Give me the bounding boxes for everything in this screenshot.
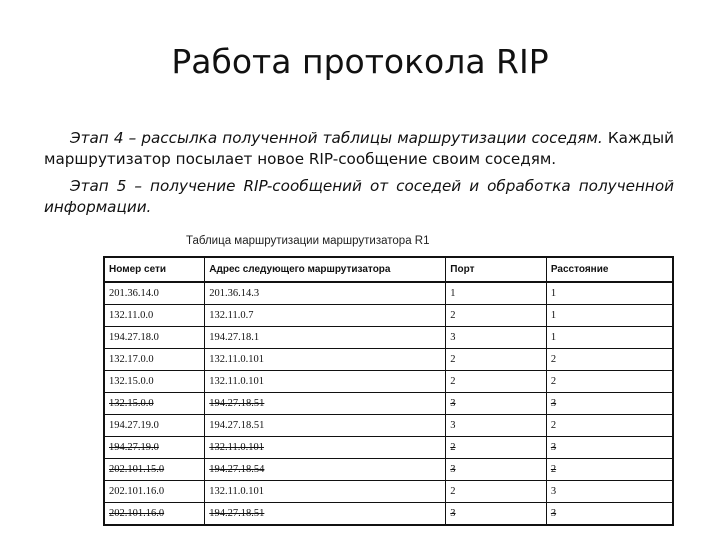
cell-distance: 2 bbox=[546, 459, 673, 481]
header-network: Номер сети bbox=[104, 257, 205, 282]
cell-next-hop: 132.11.0.101 bbox=[205, 371, 446, 393]
stage-4-body: Каждый маршрутизатор посылает новое RIP-сообщение своим соседям. bbox=[44, 129, 674, 168]
cell-network: 202.101.15.0 bbox=[104, 459, 205, 481]
cell-next-hop: 132.11.0.101 bbox=[205, 349, 446, 371]
cell-distance: 1 bbox=[546, 327, 673, 349]
table-row bbox=[104, 393, 673, 415]
cell-distance: 3 bbox=[546, 503, 673, 526]
cell-next-hop: 201.36.14.3 bbox=[205, 282, 446, 305]
cell-port: 2 bbox=[446, 481, 547, 503]
cell-port: 2 bbox=[446, 371, 547, 393]
cell-next-hop: 194.27.18.1 bbox=[205, 327, 446, 349]
table-body bbox=[104, 282, 673, 525]
cell-network: 132.11.0.0 bbox=[104, 305, 205, 327]
cell-distance: 1 bbox=[546, 282, 673, 305]
cell-port: 3 bbox=[446, 415, 547, 437]
cell-network: 194.27.19.0 bbox=[104, 437, 205, 459]
table-header-row bbox=[104, 257, 673, 282]
cell-distance: 2 bbox=[546, 371, 673, 393]
paragraph-stage-4 bbox=[44, 128, 674, 170]
cell-network: 132.17.0.0 bbox=[104, 349, 205, 371]
header-next-hop: Адрес следующего маршрутизатора bbox=[205, 257, 446, 282]
header-distance: Расстояние bbox=[546, 257, 673, 282]
cell-network: 132.15.0.0 bbox=[104, 393, 205, 415]
table-caption: Таблица маршрутизации маршрутизатора R1 bbox=[186, 235, 430, 247]
cell-next-hop: 132.11.0.7 bbox=[205, 305, 446, 327]
table-row bbox=[104, 327, 673, 349]
cell-port: 2 bbox=[446, 349, 547, 371]
table-row bbox=[104, 371, 673, 393]
cell-next-hop: 132.11.0.101 bbox=[205, 437, 446, 459]
cell-next-hop: 194.27.18.51 bbox=[205, 393, 446, 415]
header-port: Порт bbox=[446, 257, 547, 282]
cell-network: 194.27.19.0 bbox=[104, 415, 205, 437]
body-text bbox=[44, 128, 674, 224]
slide-title: Работа протокола RIP bbox=[171, 42, 549, 81]
paragraph-stage-5 bbox=[44, 176, 674, 218]
cell-distance: 2 bbox=[546, 415, 673, 437]
cell-port: 3 bbox=[446, 459, 547, 481]
cell-port: 2 bbox=[446, 437, 547, 459]
cell-port: 3 bbox=[446, 327, 547, 349]
table-row bbox=[104, 282, 673, 305]
cell-distance: 3 bbox=[546, 437, 673, 459]
routing-table bbox=[103, 256, 674, 526]
cell-network: 202.101.16.0 bbox=[104, 481, 205, 503]
table-row bbox=[104, 503, 673, 526]
cell-network: 201.36.14.0 bbox=[104, 282, 205, 305]
cell-distance: 3 bbox=[546, 481, 673, 503]
table-row bbox=[104, 349, 673, 371]
cell-network: 194.27.18.0 bbox=[104, 327, 205, 349]
table-row bbox=[104, 481, 673, 503]
table-row bbox=[104, 437, 673, 459]
cell-network: 202.101.16.0 bbox=[104, 503, 205, 526]
cell-distance: 2 bbox=[546, 349, 673, 371]
stage-4-heading: Этап 4 – рассылка полученной таблицы маршрутизации соседям. bbox=[70, 129, 603, 147]
cell-next-hop: 132.11.0.101 bbox=[205, 481, 446, 503]
cell-port: 3 bbox=[446, 393, 547, 415]
cell-network: 132.15.0.0 bbox=[104, 371, 205, 393]
table-row bbox=[104, 459, 673, 481]
cell-port: 2 bbox=[446, 305, 547, 327]
stage-5-heading: Этап 5 – получение RIP-сообщений от соседей и обработка полученной информации. bbox=[44, 177, 674, 216]
table-row bbox=[104, 415, 673, 437]
cell-next-hop: 194.27.18.51 bbox=[205, 503, 446, 526]
cell-distance: 1 bbox=[546, 305, 673, 327]
cell-next-hop: 194.27.18.54 bbox=[205, 459, 446, 481]
table-row bbox=[104, 305, 673, 327]
cell-port: 1 bbox=[446, 282, 547, 305]
cell-port: 3 bbox=[446, 503, 547, 526]
cell-next-hop: 194.27.18.51 bbox=[205, 415, 446, 437]
cell-distance: 3 bbox=[546, 393, 673, 415]
